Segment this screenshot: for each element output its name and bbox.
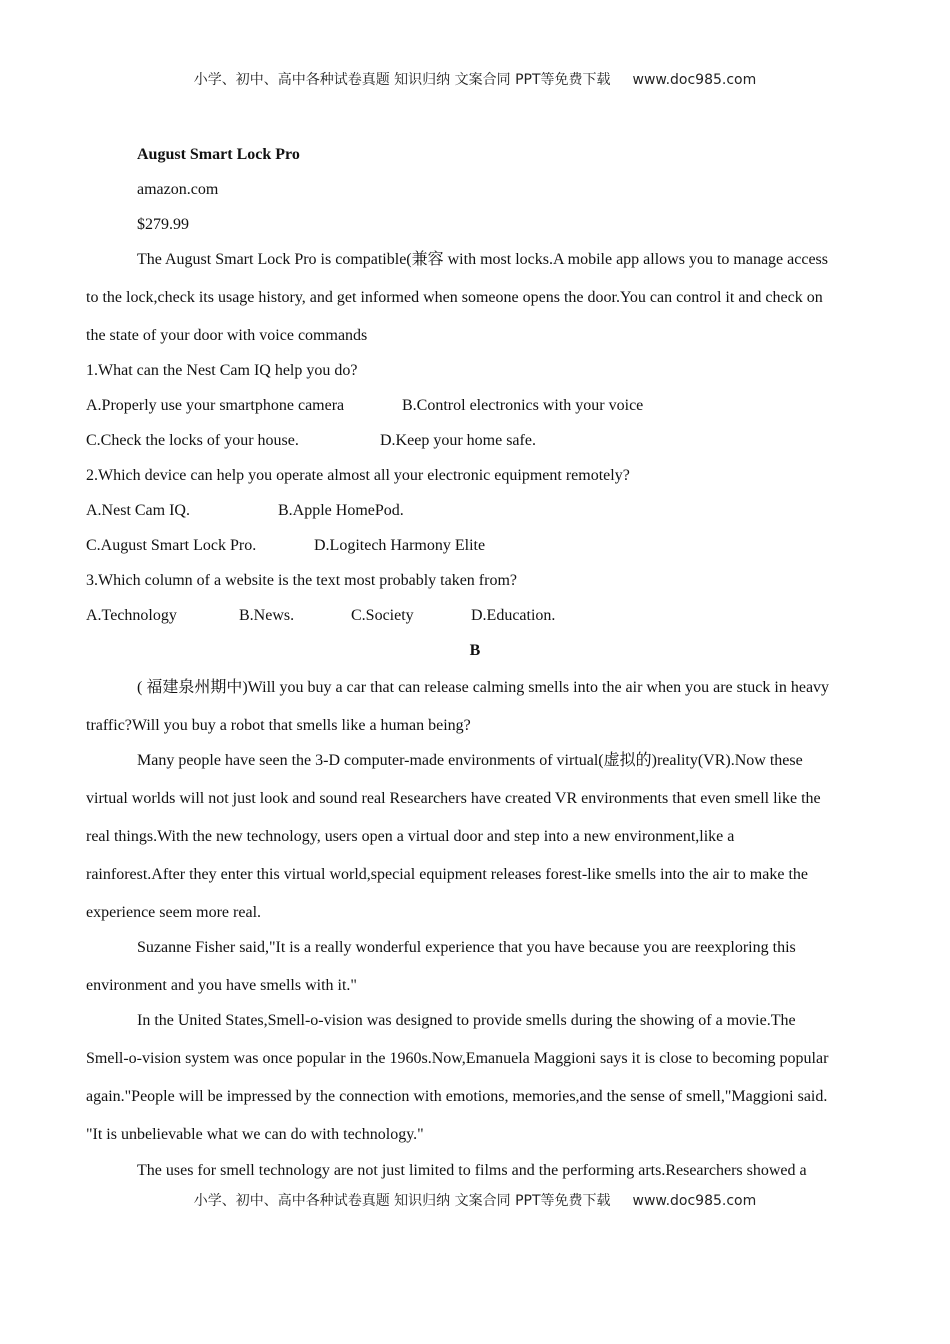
paragraph-line: virtual worlds will not just look and sound real Researchers have created VR environments that even smell like the [86, 790, 821, 807]
paragraph-line: "It is unbelievable what we can do with technology." [86, 1126, 424, 1143]
question: 1.What can the Nest Cam IQ help you do? [86, 362, 358, 379]
header-url: www.doc985.com [632, 72, 757, 88]
product-desc-line: The August Smart Lock Pro is compatible(兼容 with most locks.A mobile app allows you to manage access [137, 251, 829, 268]
paragraph-line: Smell-o-vision system was once popular in the 1960s.Now,Emanuela Maggioni says it is close to becoming popular [86, 1050, 829, 1067]
paragraph-line: rainforest.After they enter this virtual world,special equipment releases forest-like smells into the air to make the [86, 866, 808, 883]
paragraph-line: again."People will be impressed by the connection with emotions, memories,and the sense of smell,"Maggioni said. [86, 1088, 828, 1105]
paragraph-line: environment and you have smells with it." [86, 977, 357, 994]
option: B.News. [239, 607, 295, 624]
option: A.Technology [86, 607, 177, 624]
paragraph-line: ( 福建泉州期中)Will you buy a car that can release calming smells into the air when you are stuck in heavy [137, 679, 830, 696]
option: D.Logitech Harmony Elite [314, 537, 486, 554]
option: B.Apple HomePod. [278, 502, 404, 519]
option: C.August Smart Lock Pro. [86, 537, 257, 554]
question: 3.Which column of a website is the text most probably taken from? [86, 572, 517, 589]
product-name: August Smart Lock Pro [137, 146, 300, 163]
footer-text: 小学、初中、高中各种试卷真题 知识归纳 文案合同 PPT等免费下载 [193, 1193, 611, 1209]
section-b-title: B [469, 642, 481, 659]
paragraph-line: experience seem more real. [86, 904, 262, 921]
product-price: $279.99 [137, 216, 189, 233]
paragraph-line: real things.With the new technology, users open a virtual door and step into a new environment,like a [86, 828, 735, 845]
option: D.Keep your home safe. [380, 432, 536, 449]
option: C.Check the locks of your house. [86, 432, 299, 449]
option: C.Society [351, 607, 414, 624]
paragraph-line: In the United States,Smell-o-vision was designed to provide smells during the showing of a movie.The [137, 1012, 796, 1029]
header-text: 小学、初中、高中各种试卷真题 知识归纳 文案合同 PPT等免费下载 [193, 72, 611, 88]
product-store: amazon.com [137, 181, 219, 198]
question: 2.Which device can help you operate almost all your electronic equipment remotely? [86, 467, 630, 484]
product-desc-line: to the lock,check its usage history, and get informed when someone opens the door.You can control it and check on [86, 289, 823, 306]
option: A.Properly use your smartphone camera [86, 397, 345, 414]
option: B.Control electronics with your voice [402, 397, 644, 414]
product-desc-line: the state of your door with voice commands [86, 327, 368, 344]
paragraph-line: Many people have seen the 3-D computer-made environments of virtual(虚拟的)reality(VR).Now these [137, 752, 803, 769]
option: A.Nest Cam IQ. [86, 502, 190, 519]
paragraph-line: Suzanne Fisher said,"It is a really wonderful experience that you have because you are reexploring this [137, 939, 796, 956]
footer-url: www.doc985.com [632, 1193, 757, 1209]
paragraph-line: The uses for smell technology are not just limited to films and the performing arts.Researchers showed a [137, 1162, 807, 1179]
paragraph-line: traffic?Will you buy a robot that smells like a human being? [86, 717, 471, 734]
page-footer [0, 1190, 950, 1210]
option: D.Education. [471, 607, 556, 624]
page-header [0, 69, 950, 89]
